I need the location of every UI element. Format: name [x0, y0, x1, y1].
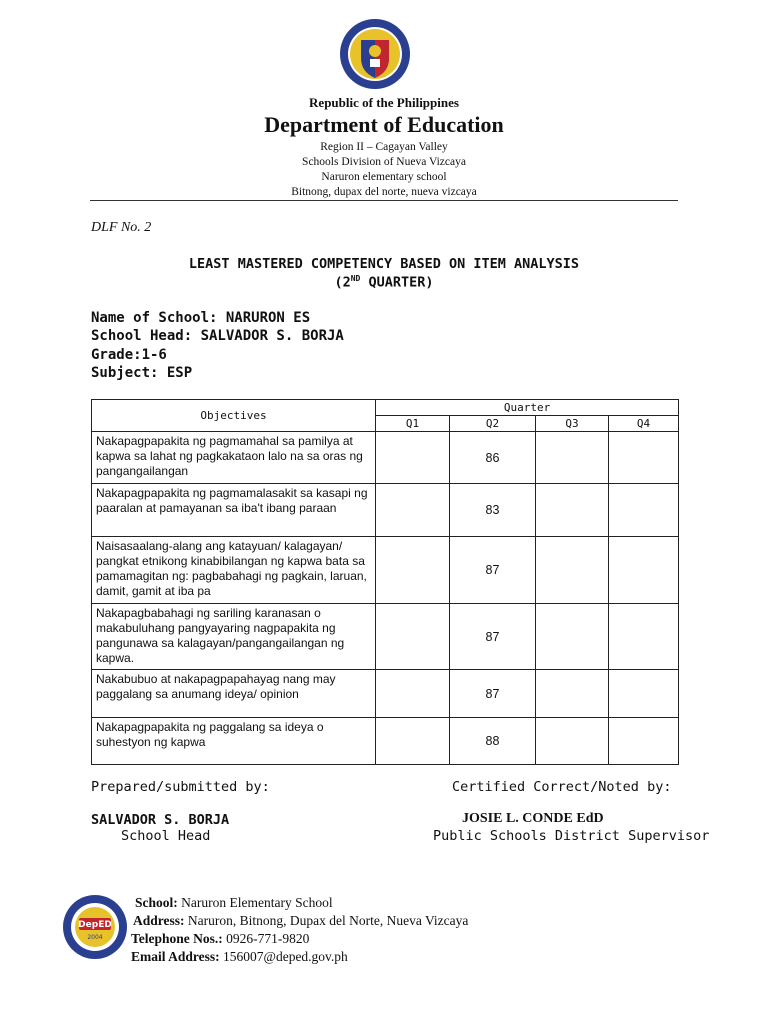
table-row	[92, 670, 679, 718]
q3-cell	[536, 484, 609, 537]
q2-cell: 88	[450, 718, 536, 765]
table-row	[92, 604, 679, 670]
q1-cell	[376, 670, 450, 718]
objective-cell: Nakapagpapakita ng paggalang sa ideya o suhestyon ng kapwa	[92, 718, 376, 765]
info-school: Name of School: NARURON ES	[91, 310, 311, 326]
q4-cell	[609, 537, 679, 604]
republic-heading: Republic of the Philippines	[309, 95, 459, 110]
q1-cell	[376, 537, 450, 604]
objective-cell: Nakapagpapakita ng pagmamalasakit sa kasapi ng paaralan at pamayanan sa iba't ibang paraan	[92, 484, 376, 537]
q4-cell	[609, 670, 679, 718]
q4-cell	[609, 604, 679, 670]
q3-cell	[536, 537, 609, 604]
department-heading: Department of Education	[264, 112, 504, 137]
logo-year: 2004	[87, 934, 103, 941]
prepared-name: SALVADOR S. BORJA	[91, 812, 230, 828]
q4-cell	[609, 432, 679, 484]
q1-header: Q1	[376, 416, 450, 432]
table-row	[92, 718, 679, 765]
region-line: Region II – Cagayan Valley	[320, 141, 448, 153]
q4-cell	[609, 718, 679, 765]
footer-email: Email Address: 156007@deped.gov.ph	[131, 949, 348, 964]
division-line: Schools Division of Nueva Vizcaya	[302, 156, 466, 168]
table-row	[92, 432, 679, 484]
info-head: School Head: SALVADOR S. BORJA	[91, 328, 344, 344]
q2-cell: 87	[450, 537, 536, 604]
quarter-header: Quarter	[376, 400, 679, 416]
noted-title: Public Schools District Supervisor	[433, 828, 710, 844]
noted-label: Certified Correct/Noted by:	[452, 779, 672, 795]
table-row	[92, 537, 679, 604]
logo-text: DepED	[78, 920, 112, 930]
prepared-title: School Head	[121, 828, 211, 844]
footer-address: Address: Naruron, Bitnong, Dupax del Norte, Nueva Vizcaya	[133, 913, 469, 928]
noted-name: JOSIE L. CONDE EdD	[462, 811, 604, 826]
document-title: LEAST MASTERED COMPETENCY BASED ON ITEM ANALYSIS	[188, 256, 580, 272]
school-line: Naruron elementary school	[321, 171, 447, 183]
objective-cell: Nakapagbabahagi ng sariling karanasan o makabuluhang pangyayaring nagpapakita ng pangunawa sa kalagayan/pangangailangan ng kapwa.	[92, 604, 376, 670]
objective-cell: Nakapagpapakita ng pagmamahal sa pamilya at kapwa sa lahat ng pagkakataon lalo na sa oras ng pangangailangan	[92, 432, 376, 484]
q1-cell	[376, 604, 450, 670]
q4-header: Q4	[609, 416, 679, 432]
footer-contact	[131, 894, 468, 966]
address-line: Bitnong, dupax del norte, nueva vizcaya	[291, 186, 477, 198]
q2-cell: 86	[450, 432, 536, 484]
q2-cell: 83	[450, 484, 536, 537]
objective-cell: Nakabubuo at nakapagpapahayag nang may paggalang sa anumang ideya/ opinion	[92, 670, 376, 718]
q2-cell: 87	[450, 670, 536, 718]
objective-cell: Naisasaalang-alang ang katayuan/ kalagayan/ pangkat etnikong kinabibilangan ng kapwa bata sa pamamagitan ng: pagbabahagi ng pagkain, laruan, damit, gamit at iba pa	[92, 537, 376, 604]
q1-cell	[376, 432, 450, 484]
objectives-header: Objectives	[92, 400, 376, 432]
document-subtitle: (2ND QUARTER)	[334, 274, 434, 291]
info-grade: Grade:1-6	[91, 347, 167, 363]
q3-cell	[536, 604, 609, 670]
q3-cell	[536, 432, 609, 484]
q4-cell	[609, 484, 679, 537]
q2-cell: 87	[450, 604, 536, 670]
info-subject: Subject: ESP	[91, 365, 193, 381]
q3-cell	[536, 718, 609, 765]
deped-seal-icon	[339, 18, 411, 90]
item-analysis-table	[91, 399, 679, 765]
dlf-number: DLF No. 2	[91, 220, 152, 235]
q1-cell	[376, 484, 450, 537]
header-divider	[90, 200, 678, 201]
q3-header: Q3	[536, 416, 609, 432]
q3-cell	[536, 670, 609, 718]
q2-header: Q2	[450, 416, 536, 432]
prepared-label: Prepared/submitted by:	[91, 779, 270, 795]
q1-cell	[376, 718, 450, 765]
footer-school: School: Naruron Elementary School	[135, 895, 333, 910]
footer-telephone: Telephone Nos.: 0926-771-9820	[131, 931, 310, 946]
school-logo-icon	[62, 894, 128, 960]
table-row	[92, 484, 679, 537]
